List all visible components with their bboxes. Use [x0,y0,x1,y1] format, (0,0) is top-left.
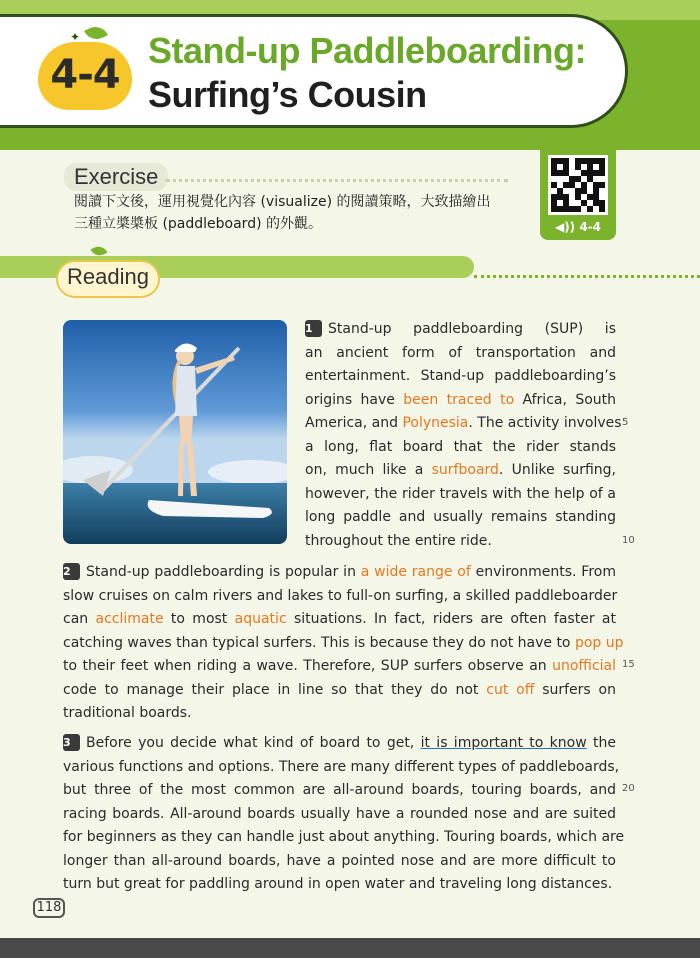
underlined-phrase[interactable]: it is important to know [420,735,587,751]
text-line [63,632,624,656]
text-span: to most [163,611,235,627]
line-number: 10 [622,535,635,546]
text-line: traditional boards. [63,705,192,721]
paragraph-1 [305,318,622,553]
paragraph-2 [63,561,624,726]
highlighted-word[interactable]: unofficial [552,658,616,674]
audio-track-label[interactable]: ◀)) 4-4 [554,220,602,234]
sparkle-icon: ✦ [70,30,81,44]
line-number: 20 [622,783,635,794]
text-line: throughout the entire ride. [305,532,492,549]
paddleboarder-photo [63,320,287,544]
paragraph-3 [63,732,625,897]
dotted-divider [166,179,508,182]
unit-number: 4-4 [50,52,120,98]
text-line: longer than all-around boards, have a pointed nose and are more difficult to [63,852,616,869]
text-span: situations. In fact, riders are often faster at [286,611,616,627]
text-span: environments. From [470,564,616,580]
paragraph-number-badge: 2 [63,563,80,580]
text-span: America, and [305,415,403,431]
page-subtitle: Surfing’s Cousin [148,74,427,115]
highlighted-word[interactable]: acclimate [95,611,164,627]
text-line [63,732,616,756]
exercise-instructions: 閱讀下文後，運用視覺化內容 (visualize) 的閱讀策略，大致描繪出三種立槳槳板 (paddleboard) 的外觀。 [74,194,491,232]
text-span: Africa, South [514,391,617,408]
text-line [305,389,616,413]
paragraph-number-badge: 1 [305,320,322,337]
text-span: Stand-up paddleboarding is popular in [86,564,361,580]
highlighted-phrase[interactable]: pop up [574,634,624,651]
exercise-label: Exercise [64,163,168,191]
dotted-divider [474,275,700,278]
text-span: catching waves than typical surfers. This is because they do not have to [63,634,575,651]
text-line [63,608,616,632]
page-number: 118 [33,898,65,918]
text-span: Stand-up paddleboarding (SUP) is [328,321,616,337]
highlighted-word[interactable]: aquatic [234,611,287,627]
paragraph-number-badge: 3 [63,734,80,751]
text-line [305,459,616,483]
text-span: to their feet when riding a wave. Therefore, SUP surfers observe an [63,658,553,674]
text-line: a long, flat board that the rider stands [305,438,616,455]
text-line: various functions and options. There are many different types of paddleboards, [63,758,620,775]
line-number: 15 [622,659,635,670]
text-span: surfers on [534,681,616,698]
highlighted-word[interactable]: surfboard [431,462,499,478]
text-line: racing boards. All-around boards usually have a rounded nose and are suited [63,805,616,822]
highlighted-phrase[interactable]: a wide range of [360,564,471,580]
highlighted-phrase[interactable]: cut off [486,681,535,698]
text-span: code to manage their place in line so that they do not [63,681,487,698]
text-line [63,655,616,679]
text-line: for beginners as they can handle just about anything. Touring boards, which are [63,829,625,845]
text-span: origins have [305,391,404,408]
text-line [63,679,616,703]
text-span: on, much like a [305,462,432,478]
highlighted-phrase[interactable]: been traced to [403,391,515,408]
text-line: long paddle and usually remains standing [305,509,616,525]
highlighted-word[interactable]: Polynesia [402,415,469,431]
text-line: an ancient form of transportation and [305,344,616,361]
line-number: 5 [622,417,629,428]
text-line [63,561,616,585]
text-line: slow cruises on calm rivers and lakes to full-on surfing, a skilled paddleboarder [63,587,618,604]
text-line: entertainment. Stand-up paddleboarding’s [305,368,616,384]
text-line: turn but great for paddling around in open water and traveling long distances. [63,876,613,892]
text-line: but three of the most common are all-around boards, touring boards, and [63,782,616,798]
text-line [305,318,616,342]
text-span: the [586,735,616,751]
reading-label: Reading [67,264,149,289]
text-line [305,412,622,436]
text-span: Before you decide what kind of board to get, [86,735,421,751]
text-span: . Unlike surfing, [498,462,616,478]
text-line: however, the rider travels with the help of a [305,485,616,502]
page-title: Stand-up Paddleboarding: [148,30,586,71]
qr-module [599,206,605,212]
text-span: . The activity involves [468,415,622,431]
text-span: can [63,611,96,627]
qr-code-icon[interactable] [548,155,608,215]
footer-band [0,938,700,958]
